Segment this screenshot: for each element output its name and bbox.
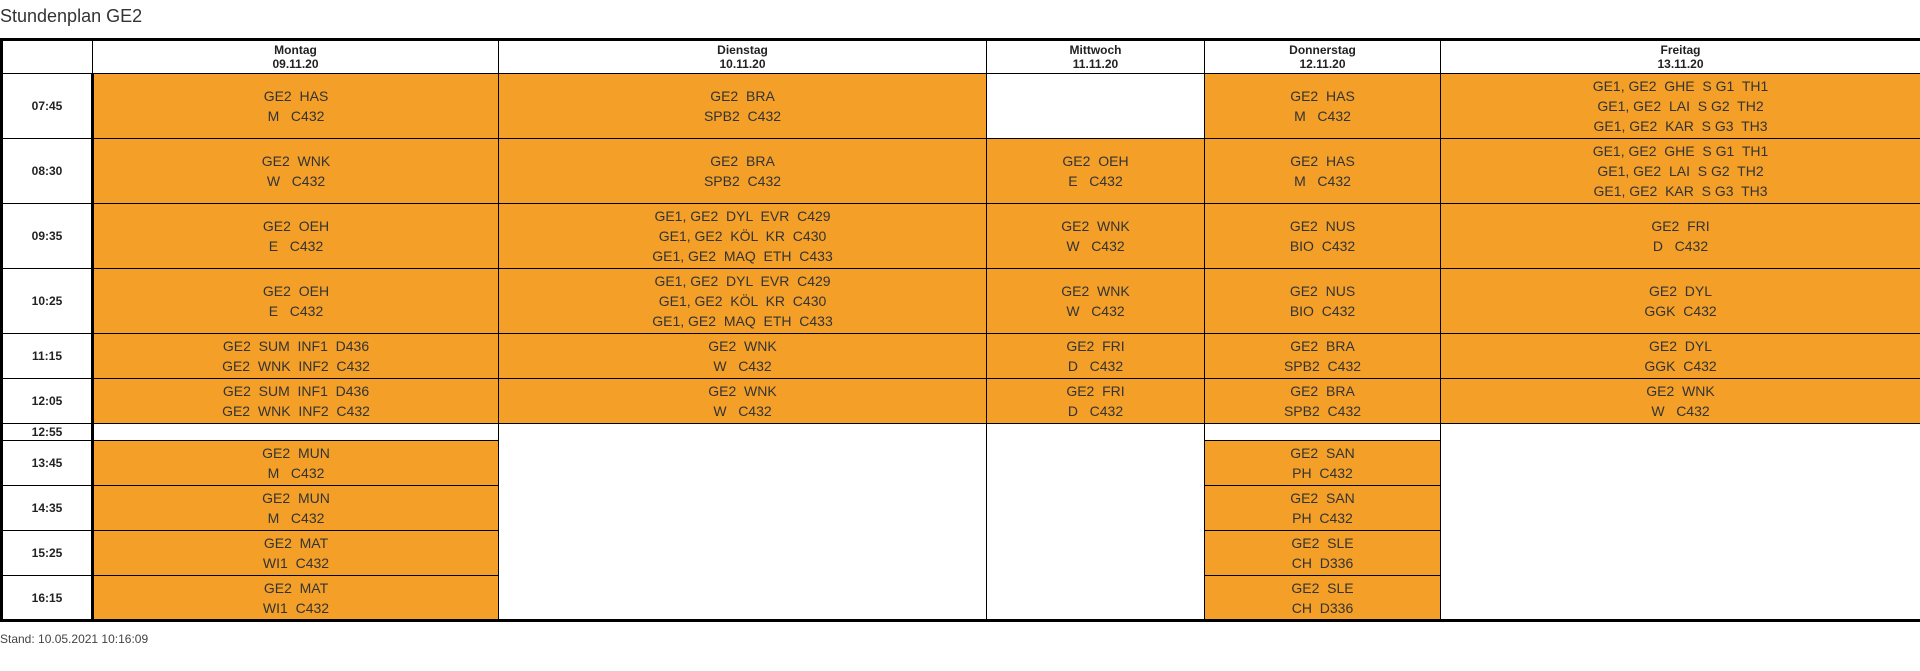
- lesson-line: GE2 SUM INF1 D436: [222, 383, 370, 399]
- lesson-cell[interactable]: [499, 204, 987, 269]
- timetable: [0, 38, 1920, 622]
- page-title: Stundenplan GE2: [0, 6, 143, 26]
- day-name: Mittwoch: [1069, 43, 1122, 57]
- lesson-line: GE2 BRA: [710, 88, 775, 104]
- lesson-line: BIO C432: [1289, 238, 1356, 254]
- day-name: Donnerstag: [1289, 43, 1356, 57]
- lesson-cell[interactable]: [1205, 269, 1441, 334]
- lesson-line: GE2 BRA: [1290, 383, 1355, 399]
- lesson-line: E C432: [268, 303, 324, 319]
- lesson-cell[interactable]: [499, 269, 987, 334]
- time-slot: 15:25: [2, 531, 93, 576]
- header-row: [2, 40, 1920, 74]
- lesson-cell[interactable]: [1205, 531, 1441, 576]
- lesson-line: GE2 WNK INF2 C432: [222, 403, 370, 419]
- lesson-line: GE1, GE2 GHE S G1 TH1: [1592, 78, 1769, 94]
- lesson-line: GE1, GE2 MAQ ETH C433: [652, 248, 833, 264]
- lesson-line: GE1, GE2 LAI S G2 TH2: [1597, 163, 1764, 179]
- lesson-line: BIO C432: [1289, 303, 1356, 319]
- lesson-line: GE1, GE2 KÖL KR C430: [658, 293, 827, 309]
- timetable-row: [2, 379, 1920, 424]
- day-date: 12.11.20: [1299, 57, 1346, 71]
- time-slot: 16:15: [2, 576, 93, 621]
- day-header-tuesday: [499, 40, 987, 74]
- time-slot: 11:15: [2, 334, 93, 379]
- lesson-line: GE2 FRI: [1651, 218, 1710, 234]
- lesson-line: SPB2 C432: [703, 173, 782, 189]
- lesson-cell[interactable]: [1441, 379, 1920, 424]
- lesson-cell[interactable]: [987, 269, 1205, 334]
- lesson-cell[interactable]: [1205, 441, 1441, 486]
- lesson-cell[interactable]: [1441, 269, 1920, 334]
- lesson-line: M C432: [267, 465, 325, 481]
- day-header-thursday: [1205, 40, 1441, 74]
- lesson-line: GGK C432: [1644, 303, 1717, 319]
- lesson-line: GE2 NUS: [1289, 218, 1356, 234]
- lesson-cell[interactable]: [499, 139, 987, 204]
- empty-cell: [499, 424, 987, 621]
- day-date: 11.11.20: [1072, 57, 1119, 71]
- lesson-cell[interactable]: [987, 204, 1205, 269]
- day-header-wednesday: [987, 40, 1205, 74]
- lesson-line: GE2 OEH: [262, 283, 330, 299]
- timetable-row: [2, 269, 1920, 334]
- lesson-line: GGK C432: [1644, 358, 1717, 374]
- day-name: Freitag: [1660, 43, 1701, 57]
- lesson-cell[interactable]: [987, 139, 1205, 204]
- day-date: 09.11.20: [272, 57, 319, 71]
- day-name: Montag: [274, 43, 317, 57]
- timetable-row: [2, 424, 1920, 441]
- lesson-line: GE2 MUN: [262, 445, 330, 461]
- lesson-line: M C432: [1294, 108, 1351, 124]
- lesson-line: GE2 DYL: [1648, 283, 1713, 299]
- time-slot: 13:45: [2, 441, 93, 486]
- lesson-line: PH C432: [1292, 465, 1353, 481]
- lesson-line: E C432: [268, 238, 324, 254]
- timestamp-footer: Stand: 10.05.2021 10:16:09: [0, 632, 149, 646]
- lesson-line: GE2 WNK: [261, 153, 331, 169]
- lesson-line: CH D336: [1291, 555, 1354, 571]
- time-slot: 12:55: [2, 424, 93, 441]
- lesson-cell[interactable]: [93, 74, 499, 139]
- lesson-line: GE2 DYL: [1648, 338, 1713, 354]
- lesson-line: GE1, GE2 DYL EVR C429: [654, 273, 831, 289]
- lesson-line: GE1, GE2 KAR S G3 TH3: [1593, 118, 1768, 134]
- time-slot: 09:35: [2, 204, 93, 269]
- lesson-line: GE1, GE2 KAR S G3 TH3: [1593, 183, 1768, 199]
- lesson-line: SPB2 C432: [703, 108, 782, 124]
- empty-cell: [1441, 424, 1920, 621]
- lesson-line: GE2 WNK: [708, 338, 777, 354]
- day-date: 10.11.20: [719, 57, 766, 71]
- lesson-line: GE1, GE2 LAI S G2 TH2: [1597, 98, 1764, 114]
- lesson-line: W C432: [266, 173, 326, 189]
- lesson-line: PH C432: [1292, 510, 1353, 526]
- lesson-line: GE2 FRI: [1066, 338, 1125, 354]
- lesson-line: GE2 MUN: [262, 490, 330, 506]
- lesson-line: W C432: [1066, 238, 1125, 254]
- lesson-line: GE2 WNK: [1061, 283, 1130, 299]
- lesson-line: GE1, GE2 DYL EVR C429: [654, 208, 831, 224]
- lesson-line: GE2 WNK INF2 C432: [222, 358, 370, 374]
- lesson-line: GE2 SLE: [1291, 535, 1354, 551]
- lesson-cell[interactable]: [93, 139, 499, 204]
- lesson-line: GE2 FRI: [1066, 383, 1125, 399]
- lesson-line: GE2 OEH: [1062, 153, 1129, 169]
- empty-cell: [987, 424, 1205, 621]
- lesson-line: E C432: [1068, 173, 1123, 189]
- lesson-cell[interactable]: [1205, 204, 1441, 269]
- day-name: Dienstag: [717, 43, 768, 57]
- lesson-line: GE2 HAS: [263, 88, 329, 104]
- time-slot: 08:30: [2, 139, 93, 204]
- lesson-line: GE2 MAT: [263, 579, 329, 596]
- lesson-cell[interactable]: [93, 204, 499, 269]
- lesson-cell[interactable]: [1441, 334, 1920, 379]
- lesson-line: GE2 MAT: [263, 535, 329, 551]
- lesson-cell[interactable]: [93, 576, 499, 621]
- lesson-line: SPB2 C432: [1283, 403, 1362, 419]
- day-date: 13.11.20: [1657, 57, 1704, 71]
- lesson-cell[interactable]: [499, 74, 987, 139]
- empty-cell: [987, 74, 1205, 139]
- lesson-line: D C432: [1067, 403, 1124, 419]
- time-slot: 07:45: [2, 74, 93, 139]
- lesson-line: GE2 SAN: [1290, 490, 1355, 506]
- lesson-line: W C432: [1066, 303, 1125, 319]
- lesson-cell[interactable]: [987, 379, 1205, 424]
- lesson-line: GE2 SUM INF1 D436: [222, 338, 370, 354]
- lesson-line: W C432: [713, 403, 772, 419]
- timetable-row: [2, 139, 1920, 204]
- lesson-cell[interactable]: [93, 334, 499, 379]
- lesson-line: D C432: [1652, 238, 1709, 254]
- lesson-line: CH D336: [1291, 599, 1354, 616]
- day-header-monday: [93, 40, 499, 74]
- time-slot: 10:25: [2, 269, 93, 334]
- lesson-cell[interactable]: [1441, 204, 1920, 269]
- lesson-cell[interactable]: [499, 379, 987, 424]
- lesson-line: GE2 SAN: [1290, 445, 1355, 461]
- corner-cell: [2, 40, 93, 74]
- lesson-cell[interactable]: [1205, 74, 1441, 139]
- empty-cell: [1205, 424, 1441, 441]
- lesson-line: D C432: [1067, 358, 1124, 374]
- timetable-row: [2, 204, 1920, 269]
- lesson-cell[interactable]: [93, 379, 499, 424]
- lesson-line: GE2 HAS: [1290, 88, 1355, 104]
- timetable-row: [2, 334, 1920, 379]
- time-slot: 12:05: [2, 379, 93, 424]
- lesson-line: GE1, GE2 KÖL KR C430: [658, 228, 827, 244]
- lesson-line: GE2 WNK: [1646, 383, 1715, 399]
- lesson-line: GE2 BRA: [710, 153, 775, 169]
- lesson-line: SPB2 C432: [1283, 358, 1362, 374]
- lesson-line: M C432: [1294, 173, 1351, 189]
- lesson-cell[interactable]: [1205, 334, 1441, 379]
- lesson-line: M C432: [267, 108, 325, 124]
- lesson-line: WI1 C432: [262, 555, 330, 571]
- timetable-row: [2, 74, 1920, 139]
- empty-cell: [93, 424, 499, 441]
- lesson-cell[interactable]: [987, 334, 1205, 379]
- lesson-cell[interactable]: [1205, 139, 1441, 204]
- lesson-cell[interactable]: [93, 269, 499, 334]
- lesson-cell[interactable]: [1205, 576, 1441, 621]
- lesson-cell[interactable]: [93, 531, 499, 576]
- day-header-friday: [1441, 40, 1920, 74]
- lesson-line: GE1, GE2 MAQ ETH C433: [652, 313, 833, 329]
- lesson-line: W C432: [1651, 403, 1710, 419]
- lesson-line: M C432: [267, 510, 325, 526]
- time-slot: 14:35: [2, 486, 93, 531]
- lesson-line: GE2 NUS: [1289, 283, 1356, 299]
- lesson-line: GE1, GE2 GHE S G1 TH1: [1592, 143, 1769, 159]
- lesson-line: GE2 WNK: [1061, 218, 1130, 234]
- lesson-line: GE2 SLE: [1291, 579, 1354, 596]
- lesson-line: GE2 WNK: [708, 383, 777, 399]
- lesson-cell[interactable]: [1205, 379, 1441, 424]
- lesson-line: W C432: [713, 358, 772, 374]
- lesson-line: GE2 BRA: [1290, 338, 1355, 354]
- lesson-line: GE2 OEH: [262, 218, 330, 234]
- lesson-cell[interactable]: [1441, 139, 1920, 204]
- lesson-line: WI1 C432: [262, 599, 330, 616]
- lesson-cell[interactable]: [1205, 486, 1441, 531]
- lesson-cell[interactable]: [1441, 74, 1920, 139]
- lesson-cell[interactable]: [93, 486, 499, 531]
- lesson-line: GE2 HAS: [1290, 153, 1355, 169]
- lesson-cell[interactable]: [499, 334, 987, 379]
- lesson-cell[interactable]: [93, 441, 499, 486]
